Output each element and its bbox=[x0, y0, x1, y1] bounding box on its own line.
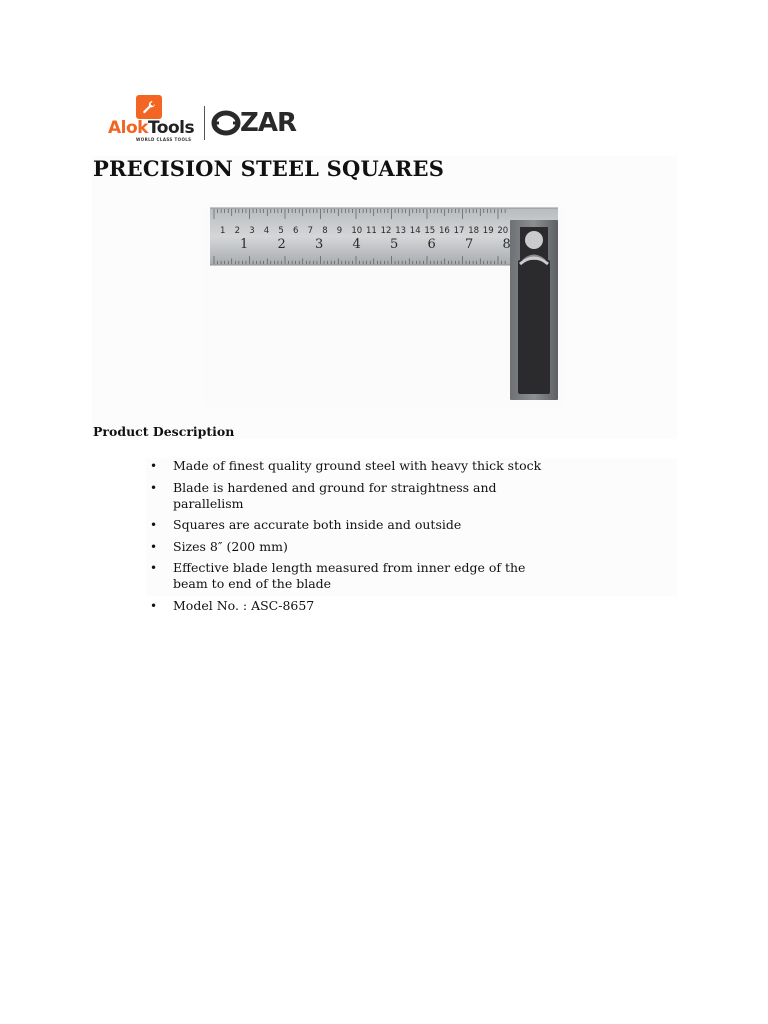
ruler-cm-number: 10 bbox=[351, 226, 363, 236]
product-description-heading: Product Description bbox=[93, 424, 235, 439]
ruler-cm-number: 1 bbox=[220, 226, 226, 236]
logo-row bbox=[106, 94, 296, 144]
ruler-inch-number: 2 bbox=[277, 237, 286, 252]
feature-item: • Blade is hardened and ground for straightness and parallelism bbox=[150, 480, 570, 512]
aloktools-wordmark bbox=[108, 118, 194, 138]
ruler-inch-number: 3 bbox=[315, 237, 324, 252]
feature-item: • Model No. : ASC-8657 bbox=[150, 598, 570, 614]
ruler-cm-number: 9 bbox=[336, 226, 343, 236]
ruler-cm-number: 11 bbox=[366, 226, 377, 236]
wrench-icon bbox=[136, 95, 162, 119]
ruler-cm-number: 5 bbox=[278, 226, 284, 236]
ruler-inch-number: 6 bbox=[427, 237, 436, 252]
steel-square-product-image bbox=[202, 202, 566, 407]
ruler-inch-number: 7 bbox=[465, 237, 474, 252]
ozar-wordmark: ZAR bbox=[240, 108, 296, 138]
ruler-cm-number: 18 bbox=[468, 226, 480, 236]
ruler-cm-number: 12 bbox=[380, 226, 392, 236]
feature-item: • Squares are accurate both inside and outside bbox=[150, 517, 570, 533]
ruler-cm-number: 14 bbox=[409, 226, 421, 236]
ruler-cm-number: 16 bbox=[439, 226, 450, 236]
ruler-cm-number: 17 bbox=[453, 226, 465, 236]
logo-divider bbox=[204, 106, 205, 140]
ruler-cm-number: 7 bbox=[307, 226, 314, 236]
beam-rubber-grip bbox=[518, 260, 550, 394]
brand-part-tools: Tools bbox=[147, 118, 195, 138]
ruler-inch-number: 4 bbox=[352, 237, 361, 252]
ruler-inch-number: 1 bbox=[240, 237, 249, 252]
aloktools-tagline: WORLD CLASS TOOLS bbox=[136, 137, 192, 142]
ruler-cm-number: 6 bbox=[293, 226, 299, 236]
feature-item: • Effective blade length measured from inner edge of the beam to end of the blade bbox=[150, 560, 558, 592]
brand-part-alok: Alok bbox=[108, 118, 148, 138]
ruler-inch-number: 5 bbox=[390, 237, 399, 252]
feature-item: • Sizes 8″ (200 mm) bbox=[150, 539, 570, 555]
feature-item: • Made of finest quality ground steel with heavy thick stock bbox=[150, 458, 570, 474]
ruler-cm-number: 8 bbox=[322, 226, 328, 236]
ruler-cm-number: 19 bbox=[482, 226, 494, 236]
ruler-cm-number: 3 bbox=[249, 226, 255, 236]
ruler-cm-number: 2 bbox=[234, 226, 241, 236]
ruler-cm-number: 4 bbox=[263, 226, 270, 236]
ozar-ring-icon bbox=[211, 110, 241, 136]
feature-list bbox=[150, 458, 570, 619]
ruler-cm-number: 13 bbox=[395, 226, 407, 236]
ozar-logo bbox=[211, 108, 296, 138]
page-title: PRECISION STEEL SQUARES bbox=[93, 156, 445, 181]
ruler-inch-number: 8 bbox=[502, 237, 511, 252]
aloktools-logo bbox=[106, 95, 202, 143]
ruler-cm-number: 15 bbox=[424, 226, 436, 236]
ruler-cm-number: 20 bbox=[497, 226, 509, 236]
